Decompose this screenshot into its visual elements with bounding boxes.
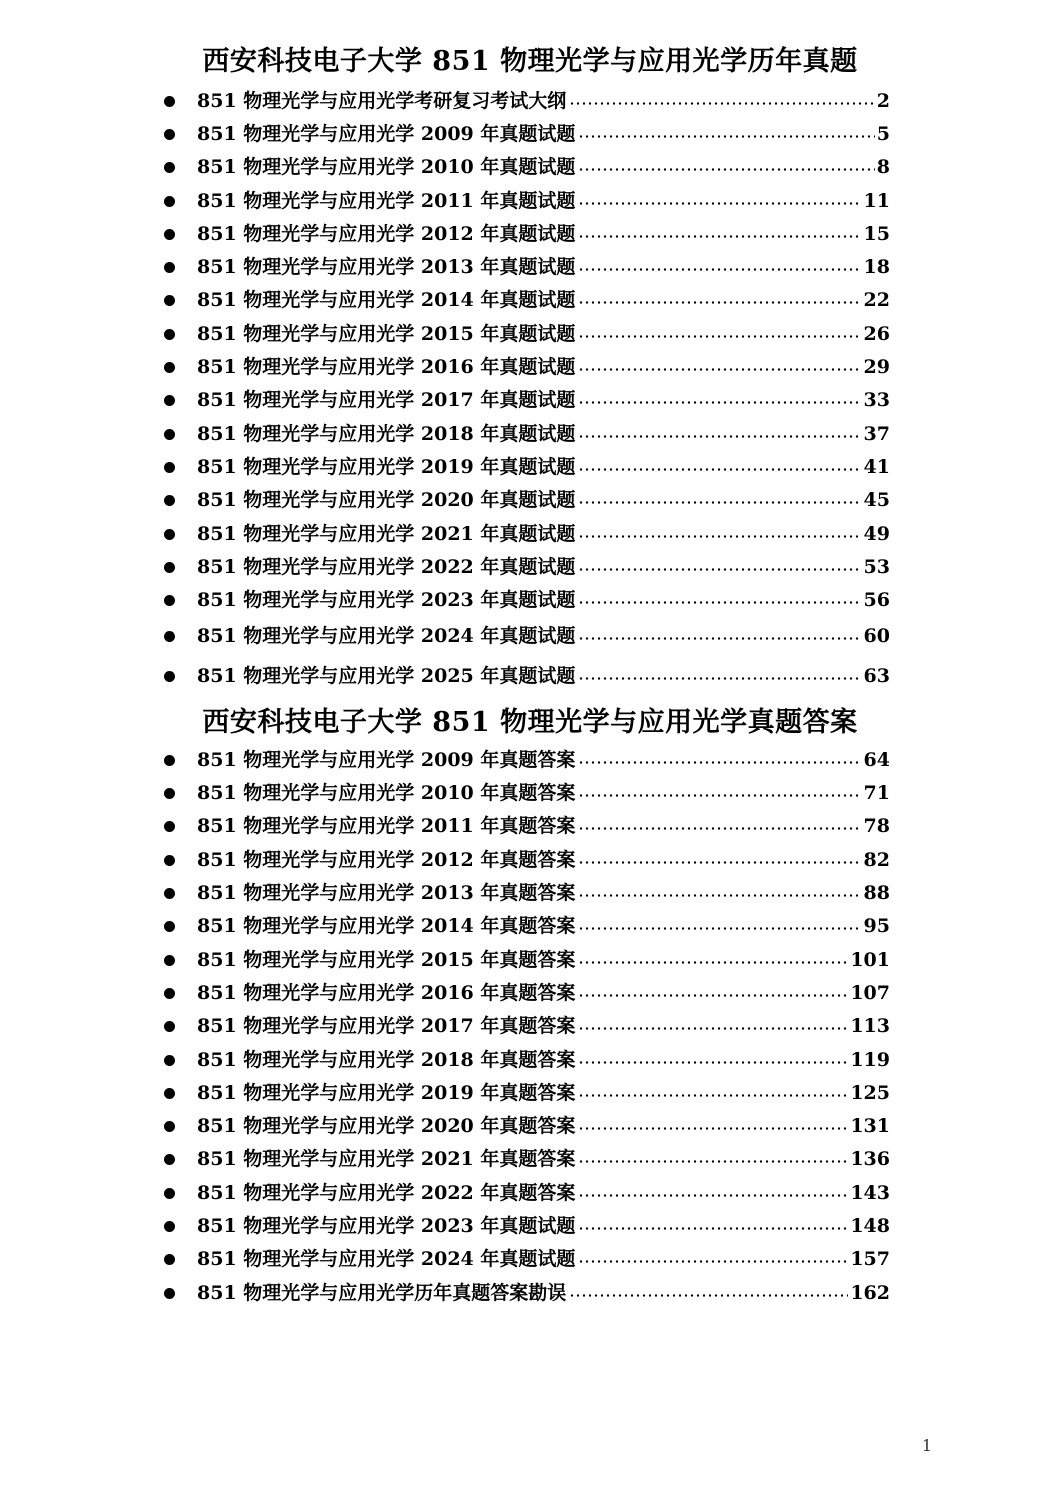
dot-leader bbox=[578, 135, 874, 138]
bullet-icon bbox=[164, 495, 175, 506]
toc-entry-page: 95 bbox=[863, 915, 890, 937]
toc-entry-label: 851 物理光学与应用光学考研复习考试大纲 bbox=[197, 90, 567, 112]
toc-entry-label: 851 物理光学与应用光学历年真题答案勘误 bbox=[197, 1282, 567, 1304]
bullet-icon bbox=[164, 196, 175, 207]
bullet-icon bbox=[164, 162, 175, 173]
toc-entry[interactable] bbox=[160, 387, 890, 413]
toc-entry[interactable] bbox=[160, 154, 890, 180]
bullet-icon bbox=[164, 1055, 175, 1066]
bullet-icon bbox=[164, 395, 175, 406]
toc-entry[interactable] bbox=[160, 587, 890, 613]
toc-entry[interactable] bbox=[160, 1047, 890, 1073]
bullet-icon bbox=[164, 1121, 175, 1132]
toc-entry-page: 18 bbox=[863, 256, 890, 278]
dot-leader bbox=[578, 1160, 848, 1163]
bullet-icon bbox=[164, 1021, 175, 1032]
toc-entry-page: 45 bbox=[863, 489, 890, 511]
toc-entry[interactable] bbox=[160, 663, 890, 689]
dot-leader bbox=[578, 335, 861, 338]
bullet-icon bbox=[164, 129, 175, 140]
toc-entry-page: 78 bbox=[863, 815, 890, 837]
toc-entry-page: 41 bbox=[863, 456, 890, 478]
bullet-icon bbox=[164, 888, 175, 899]
toc-entry-label: 851 物理光学与应用光学 2022 年真题答案 bbox=[197, 1182, 576, 1204]
toc-entry[interactable] bbox=[160, 747, 890, 773]
dot-leader bbox=[578, 401, 861, 404]
toc-entry[interactable] bbox=[160, 454, 890, 480]
dot-leader bbox=[578, 927, 861, 930]
toc-entry-page: 53 bbox=[863, 556, 890, 578]
toc-entry-page: 157 bbox=[850, 1248, 890, 1270]
toc-entry[interactable] bbox=[160, 521, 890, 547]
bullet-icon bbox=[164, 462, 175, 473]
bullet-icon bbox=[164, 229, 175, 240]
bullet-icon bbox=[164, 1221, 175, 1232]
dot-leader bbox=[578, 468, 861, 471]
toc-entry-page: 15 bbox=[863, 223, 890, 245]
bullet-icon bbox=[164, 988, 175, 999]
toc-entry[interactable] bbox=[160, 813, 890, 839]
toc-entry-label: 851 物理光学与应用光学 2012 年真题答案 bbox=[197, 849, 576, 871]
toc-entry-label: 851 物理光学与应用光学 2023 年真题试题 bbox=[197, 1215, 576, 1237]
toc-entry-label: 851 物理光学与应用光学 2021 年真题答案 bbox=[197, 1148, 576, 1170]
dot-leader bbox=[578, 1227, 848, 1230]
page-number: 1 bbox=[921, 1436, 933, 1455]
dot-leader bbox=[578, 794, 861, 797]
toc-entry-page: 88 bbox=[863, 882, 890, 904]
dot-leader bbox=[578, 368, 861, 371]
toc-entry-page: 131 bbox=[850, 1115, 890, 1137]
dot-leader bbox=[578, 168, 874, 171]
dot-leader bbox=[578, 568, 861, 571]
toc-entry-page: 37 bbox=[863, 423, 890, 445]
toc-entry-page: 71 bbox=[863, 782, 890, 804]
toc-entry-page: 29 bbox=[863, 356, 890, 378]
toc-entry[interactable] bbox=[160, 221, 890, 247]
dot-leader bbox=[578, 235, 861, 238]
toc-entry-label: 851 物理光学与应用光学 2021 年真题试题 bbox=[197, 523, 576, 545]
dot-leader bbox=[578, 761, 861, 764]
toc-entry-label: 851 物理光学与应用光学 2023 年真题试题 bbox=[197, 589, 576, 611]
toc-entry-page: 5 bbox=[876, 123, 890, 145]
toc-entry-label: 851 物理光学与应用光学 2024 年真题试题 bbox=[197, 625, 576, 647]
dot-leader bbox=[578, 601, 861, 604]
bullet-icon bbox=[164, 921, 175, 932]
toc-entry-label: 851 物理光学与应用光学 2025 年真题试题 bbox=[197, 665, 576, 687]
toc-entry-label: 851 物理光学与应用光学 2013 年真题试题 bbox=[197, 256, 576, 278]
toc-entry[interactable] bbox=[160, 354, 890, 380]
toc-entry-page: 143 bbox=[850, 1182, 890, 1204]
dot-leader bbox=[578, 961, 848, 964]
toc-entry-page: 162 bbox=[850, 1282, 890, 1304]
bullet-icon bbox=[164, 295, 175, 306]
dot-leader bbox=[578, 535, 861, 538]
toc-entry-label: 851 物理光学与应用光学 2015 年真题答案 bbox=[197, 949, 576, 971]
bullet-icon bbox=[164, 788, 175, 799]
toc-entry[interactable] bbox=[160, 1213, 890, 1239]
toc-entry[interactable] bbox=[160, 1013, 890, 1039]
toc-entry-label: 851 物理光学与应用光学 2015 年真题试题 bbox=[197, 323, 576, 345]
toc-entry[interactable] bbox=[160, 554, 890, 580]
toc-entry[interactable] bbox=[160, 1280, 890, 1306]
toc-entry-label: 851 物理光学与应用光学 2009 年真题试题 bbox=[197, 123, 576, 145]
toc-entry[interactable] bbox=[160, 1180, 890, 1206]
toc-entry-page: 136 bbox=[850, 1148, 890, 1170]
dot-leader bbox=[578, 268, 861, 271]
dot-leader bbox=[578, 1127, 848, 1130]
toc-entry-label: 851 物理光学与应用光学 2018 年真题试题 bbox=[197, 423, 576, 445]
toc-entry-page: 22 bbox=[863, 289, 890, 311]
dot-leader bbox=[569, 102, 874, 105]
bullet-icon bbox=[164, 1288, 175, 1299]
toc-entry[interactable] bbox=[160, 421, 890, 447]
dot-leader bbox=[578, 677, 861, 680]
dot-leader bbox=[578, 435, 861, 438]
bullet-icon bbox=[164, 362, 175, 373]
dot-leader bbox=[578, 501, 861, 504]
toc-entry-page: 11 bbox=[863, 190, 890, 212]
toc-entry[interactable] bbox=[160, 321, 890, 347]
section-title: 西安科技电子大学 851 物理光学与应用光学真题答案 bbox=[202, 707, 858, 738]
bullet-icon bbox=[164, 821, 175, 832]
bullet-icon bbox=[164, 429, 175, 440]
bullet-icon bbox=[164, 855, 175, 866]
toc-entry[interactable] bbox=[160, 121, 890, 147]
toc-entry-label: 851 物理光学与应用光学 2011 年真题答案 bbox=[197, 815, 576, 837]
bullet-icon bbox=[164, 1088, 175, 1099]
toc-entry-page: 33 bbox=[863, 389, 890, 411]
toc-entry[interactable] bbox=[160, 487, 890, 513]
toc-entry-label: 851 物理光学与应用光学 2012 年真题试题 bbox=[197, 223, 576, 245]
toc-entry-page: 63 bbox=[863, 665, 890, 687]
dot-leader bbox=[578, 861, 861, 864]
toc-entry-label: 851 物理光学与应用光学 2024 年真题试题 bbox=[197, 1248, 576, 1270]
toc-entry-label: 851 物理光学与应用光学 2014 年真题试题 bbox=[197, 289, 576, 311]
toc-entry-label: 851 物理光学与应用光学 2017 年真题试题 bbox=[197, 389, 576, 411]
bullet-icon bbox=[164, 529, 175, 540]
toc-entry-page: 125 bbox=[850, 1082, 890, 1104]
bullet-icon bbox=[164, 329, 175, 340]
toc-entry[interactable] bbox=[160, 1080, 890, 1106]
bullet-icon bbox=[164, 631, 175, 642]
toc-entry[interactable] bbox=[160, 254, 890, 280]
toc-entry[interactable] bbox=[160, 847, 890, 873]
bullet-icon bbox=[164, 955, 175, 966]
toc-entry-label: 851 物理光学与应用光学 2013 年真题答案 bbox=[197, 882, 576, 904]
toc-entry-page: 60 bbox=[863, 625, 890, 647]
bullet-icon bbox=[164, 671, 175, 682]
toc-entry-label: 851 物理光学与应用光学 2017 年真题答案 bbox=[197, 1015, 576, 1037]
toc-entry-label: 851 物理光学与应用光学 2010 年真题答案 bbox=[197, 782, 576, 804]
toc-entry[interactable] bbox=[160, 88, 890, 114]
toc-entry-label: 851 物理光学与应用光学 2019 年真题答案 bbox=[197, 1082, 576, 1104]
section-title: 西安科技电子大学 851 物理光学与应用光学历年真题 bbox=[202, 46, 858, 77]
toc-entry-page: 119 bbox=[850, 1049, 890, 1071]
toc-entry-page: 64 bbox=[863, 749, 890, 771]
dot-leader bbox=[578, 1194, 848, 1197]
toc-entry-page: 82 bbox=[863, 849, 890, 871]
toc-entry-label: 851 物理光学与应用光学 2020 年真题答案 bbox=[197, 1115, 576, 1137]
toc-entry-page: 107 bbox=[850, 982, 890, 1004]
bullet-icon bbox=[164, 262, 175, 273]
toc-entry-page: 113 bbox=[850, 1015, 890, 1037]
toc-entry-label: 851 物理光学与应用光学 2018 年真题答案 bbox=[197, 1049, 576, 1071]
dot-leader bbox=[569, 1294, 848, 1297]
toc-entry-label: 851 物理光学与应用光学 2010 年真题试题 bbox=[197, 156, 576, 178]
dot-leader bbox=[578, 827, 861, 830]
toc-entry-label: 851 物理光学与应用光学 2022 年真题试题 bbox=[197, 556, 576, 578]
toc-entry[interactable] bbox=[160, 1246, 890, 1272]
toc-entry[interactable] bbox=[160, 980, 890, 1006]
bullet-icon bbox=[164, 1188, 175, 1199]
toc-entry-label: 851 物理光学与应用光学 2016 年真题试题 bbox=[197, 356, 576, 378]
dot-leader bbox=[578, 894, 861, 897]
toc-entry-page: 56 bbox=[863, 589, 890, 611]
toc-entry-label: 851 物理光学与应用光学 2019 年真题试题 bbox=[197, 456, 576, 478]
bullet-icon bbox=[164, 96, 175, 107]
bullet-icon bbox=[164, 1154, 175, 1165]
toc-entry-page: 49 bbox=[863, 523, 890, 545]
dot-leader bbox=[578, 1027, 848, 1030]
toc-entry[interactable] bbox=[160, 287, 890, 313]
toc-entry-page: 8 bbox=[876, 156, 890, 178]
dot-leader bbox=[578, 301, 861, 304]
toc-entry-page: 101 bbox=[850, 949, 890, 971]
bullet-icon bbox=[164, 1254, 175, 1265]
toc-entry-label: 851 物理光学与应用光学 2014 年真题答案 bbox=[197, 915, 576, 937]
toc-entry[interactable] bbox=[160, 780, 890, 806]
toc-entry-page: 2 bbox=[876, 90, 890, 112]
toc-entry-label: 851 物理光学与应用光学 2009 年真题答案 bbox=[197, 749, 576, 771]
bullet-icon bbox=[164, 562, 175, 573]
toc-entry-label: 851 物理光学与应用光学 2011 年真题试题 bbox=[197, 190, 576, 212]
toc-entry[interactable] bbox=[160, 880, 890, 906]
toc-entry[interactable] bbox=[160, 623, 890, 649]
toc-entry-page: 148 bbox=[850, 1215, 890, 1237]
dot-leader bbox=[578, 637, 861, 640]
toc-entry-label: 851 物理光学与应用光学 2016 年真题答案 bbox=[197, 982, 576, 1004]
toc-entry-label: 851 物理光学与应用光学 2020 年真题试题 bbox=[197, 489, 576, 511]
dot-leader bbox=[578, 1061, 848, 1064]
dot-leader bbox=[578, 202, 861, 205]
dot-leader bbox=[578, 1260, 848, 1263]
toc-entry[interactable] bbox=[160, 188, 890, 214]
bullet-icon bbox=[164, 755, 175, 766]
dot-leader bbox=[578, 1094, 848, 1097]
toc-entry[interactable] bbox=[160, 913, 890, 939]
toc-entry-page: 26 bbox=[863, 323, 890, 345]
bullet-icon bbox=[164, 595, 175, 606]
toc-entry[interactable] bbox=[160, 947, 890, 973]
toc-entry[interactable] bbox=[160, 1113, 890, 1139]
dot-leader bbox=[578, 994, 848, 997]
toc-entry[interactable] bbox=[160, 1146, 890, 1172]
